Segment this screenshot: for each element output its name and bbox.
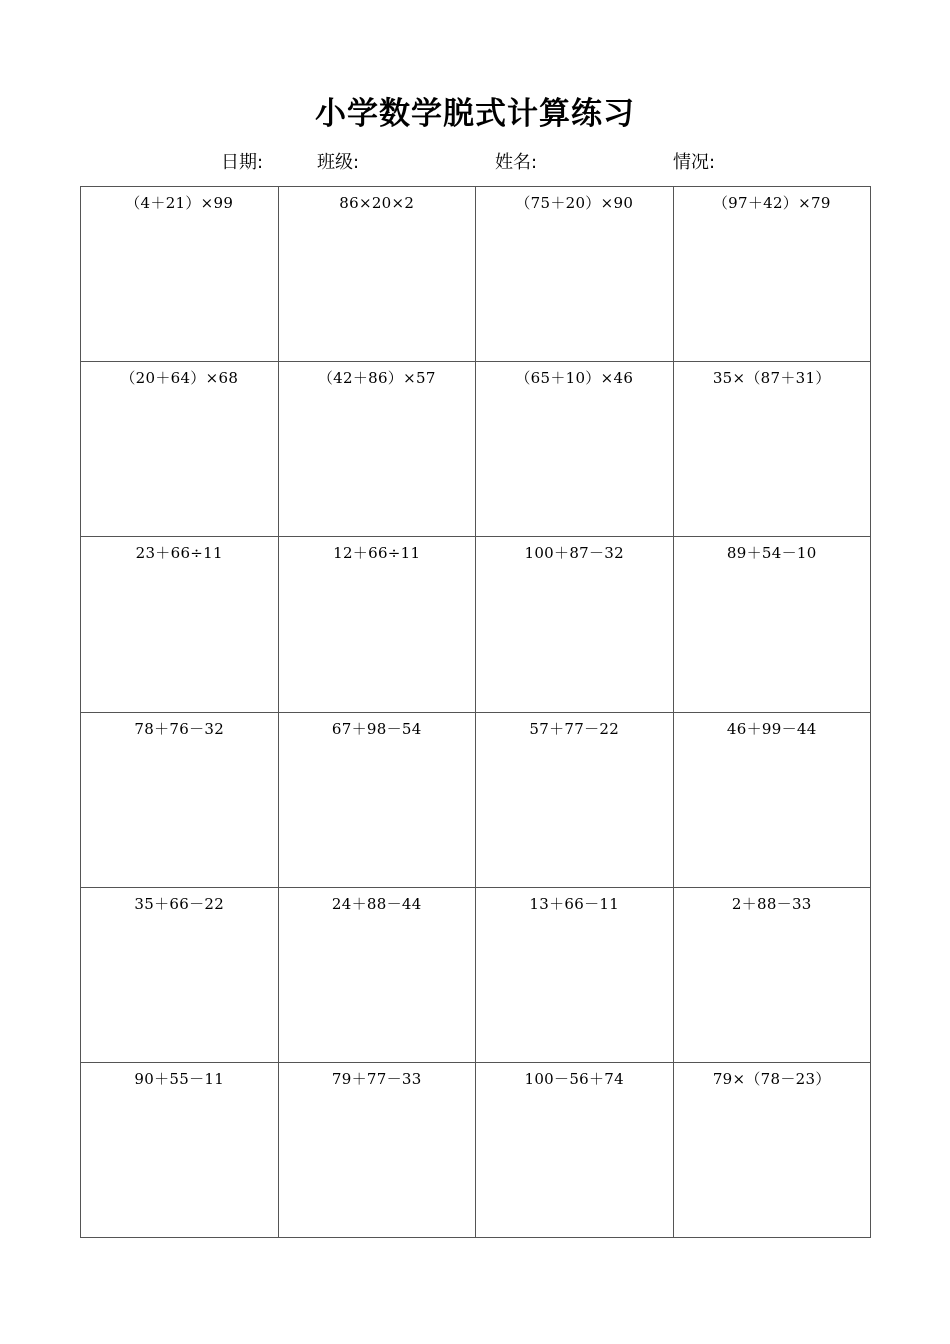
problem-expression: 79×（78－23）	[712, 1069, 831, 1088]
answer-cell[interactable]	[81, 713, 279, 888]
answer-cell[interactable]	[674, 187, 872, 362]
problem-expression: （20＋64）×68	[120, 369, 239, 388]
problem-expression: 46＋99－44	[726, 719, 817, 738]
answer-cell[interactable]	[81, 888, 279, 1063]
problem-expression: 57＋77－22	[529, 719, 620, 738]
answer-cell[interactable]	[476, 888, 674, 1063]
answer-cell[interactable]	[279, 187, 477, 362]
problem-expression: （97＋42）×79	[712, 194, 831, 212]
answer-cell[interactable]	[81, 537, 279, 712]
problem-expression: 12＋66÷11	[333, 544, 421, 563]
name-label: 姓名:	[495, 152, 538, 173]
problem-expression: 100－56＋74	[524, 1069, 624, 1088]
problem-expression: （75＋20）×90	[515, 194, 634, 212]
status-label: 情况:	[673, 152, 716, 173]
answer-cell[interactable]	[674, 362, 872, 537]
answer-cell[interactable]	[674, 1063, 872, 1238]
answer-cell[interactable]	[81, 1063, 279, 1238]
problem-expression: 67＋98－54	[331, 719, 422, 738]
answer-cell[interactable]	[476, 362, 674, 537]
problem-grid	[80, 186, 871, 1238]
problem-expression: （42＋86）×57	[317, 369, 436, 388]
problem-expression: 24＋88－44	[331, 894, 422, 913]
answer-cell[interactable]	[279, 1063, 477, 1238]
problem-expression: 35＋66－22	[134, 894, 225, 913]
problem-expression: （4＋21）×99	[125, 194, 234, 212]
problem-expression: 90＋55－11	[134, 1069, 225, 1088]
problem-expression: 2＋88－33	[731, 894, 812, 913]
answer-cell[interactable]	[279, 888, 477, 1063]
answer-cell[interactable]	[279, 713, 477, 888]
problem-expression: 86×20×2	[339, 194, 415, 212]
problem-expression: 89＋54－10	[726, 544, 817, 563]
problem-expression: 100＋87－32	[524, 544, 624, 563]
answer-cell[interactable]	[476, 713, 674, 888]
answer-cell[interactable]	[81, 362, 279, 537]
problem-expression: （65＋10）×46	[515, 369, 634, 388]
answer-cell[interactable]	[476, 537, 674, 712]
answer-cell[interactable]	[674, 713, 872, 888]
date-label: 日期:	[221, 152, 264, 173]
problem-expression: 78＋76－32	[134, 719, 225, 738]
problem-expression: 35×（87＋31）	[712, 369, 831, 388]
answer-cell[interactable]	[674, 888, 872, 1063]
answer-cell[interactable]	[279, 537, 477, 712]
problem-expression: 13＋66－11	[529, 894, 620, 913]
answer-cell[interactable]	[674, 537, 872, 712]
answer-cell[interactable]	[81, 187, 279, 362]
page-title: 小学数学脱式计算练习	[315, 96, 635, 132]
problem-expression: 79＋77－33	[331, 1069, 422, 1088]
answer-cell[interactable]	[476, 187, 674, 362]
answer-cell[interactable]	[279, 362, 477, 537]
class-label: 班级:	[317, 152, 360, 173]
answer-cell[interactable]	[476, 1063, 674, 1238]
problem-expression: 23＋66÷11	[135, 544, 223, 563]
